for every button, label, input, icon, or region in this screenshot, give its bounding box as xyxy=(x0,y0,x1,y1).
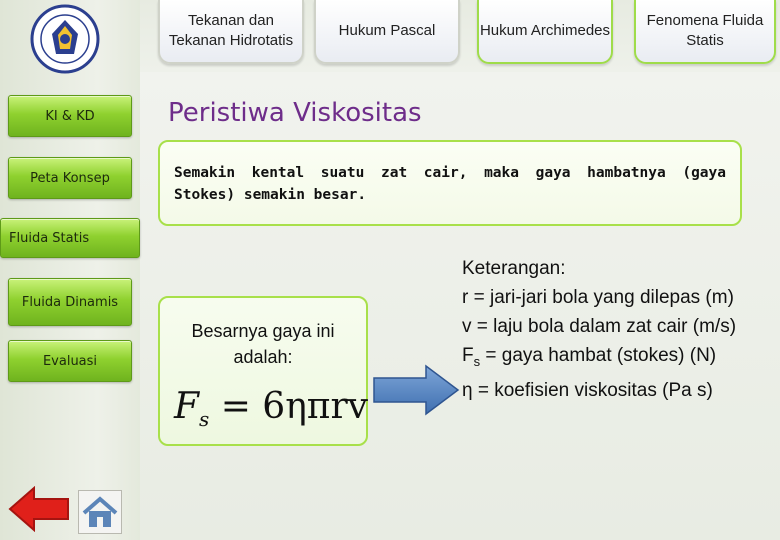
sidebar-item-fluida-statis[interactable] xyxy=(0,218,140,258)
sidebar-item-label: Fluida Dinamis xyxy=(21,294,119,310)
tab-tekanan-hidrostatis[interactable]: Tekanan dan Tekanan Hidrotatis xyxy=(158,0,304,64)
sidebar-item-label: Evaluasi xyxy=(42,353,98,369)
tab-hukum-pascal[interactable]: Hukum Pascal xyxy=(314,0,460,64)
formula-box xyxy=(158,296,368,446)
notes-panel xyxy=(462,254,744,405)
notes-heading: Keterangan: xyxy=(462,258,566,279)
sidebar-item-label: Peta Konsep xyxy=(30,170,110,186)
formula-intro: Besarnya gaya ini adalah: xyxy=(191,321,335,367)
tab-hukum-archimedes[interactable]: Hukum Archimedes xyxy=(477,0,613,64)
note-eta: η = koefisien viskositas (Pa s) xyxy=(462,379,713,401)
sidebar xyxy=(0,0,141,540)
statement-callout: Semakin kental suatu zat cair, maka gaya hambatnya (gaya Stokes) semakin besar. xyxy=(158,140,742,226)
sidebar-item-label: KI & KD xyxy=(45,108,95,124)
stokes-formula: $F_s = 6\eta\pi rv$ xyxy=(174,386,368,432)
note-r: r = jari-jari bola yang dilepas (m) xyxy=(462,287,734,308)
sidebar-item-ki-kd[interactable] xyxy=(8,95,132,137)
sidebar-item-evaluasi[interactable] xyxy=(8,340,132,382)
home-icon xyxy=(79,491,121,533)
sidebar-item-label: Fluida Statis xyxy=(9,230,90,246)
sidebar-item-peta-konsep[interactable] xyxy=(8,157,132,199)
note-fs: $F_s$ = gaya hambat (stokes) (N) xyxy=(462,345,717,369)
university-logo xyxy=(30,4,100,74)
home-button[interactable] xyxy=(78,490,122,534)
note-v: v = laju bola dalam zat cair (m/s) xyxy=(462,316,737,337)
sidebar-item-fluida-dinamis[interactable] xyxy=(8,278,132,326)
back-arrow-icon[interactable] xyxy=(8,486,70,532)
tab-fenomena-fluida-statis[interactable]: Fenomena Fluida Statis xyxy=(634,0,776,64)
page-title: Peristiwa Viskositas xyxy=(168,98,422,128)
right-arrow-icon xyxy=(372,364,460,416)
